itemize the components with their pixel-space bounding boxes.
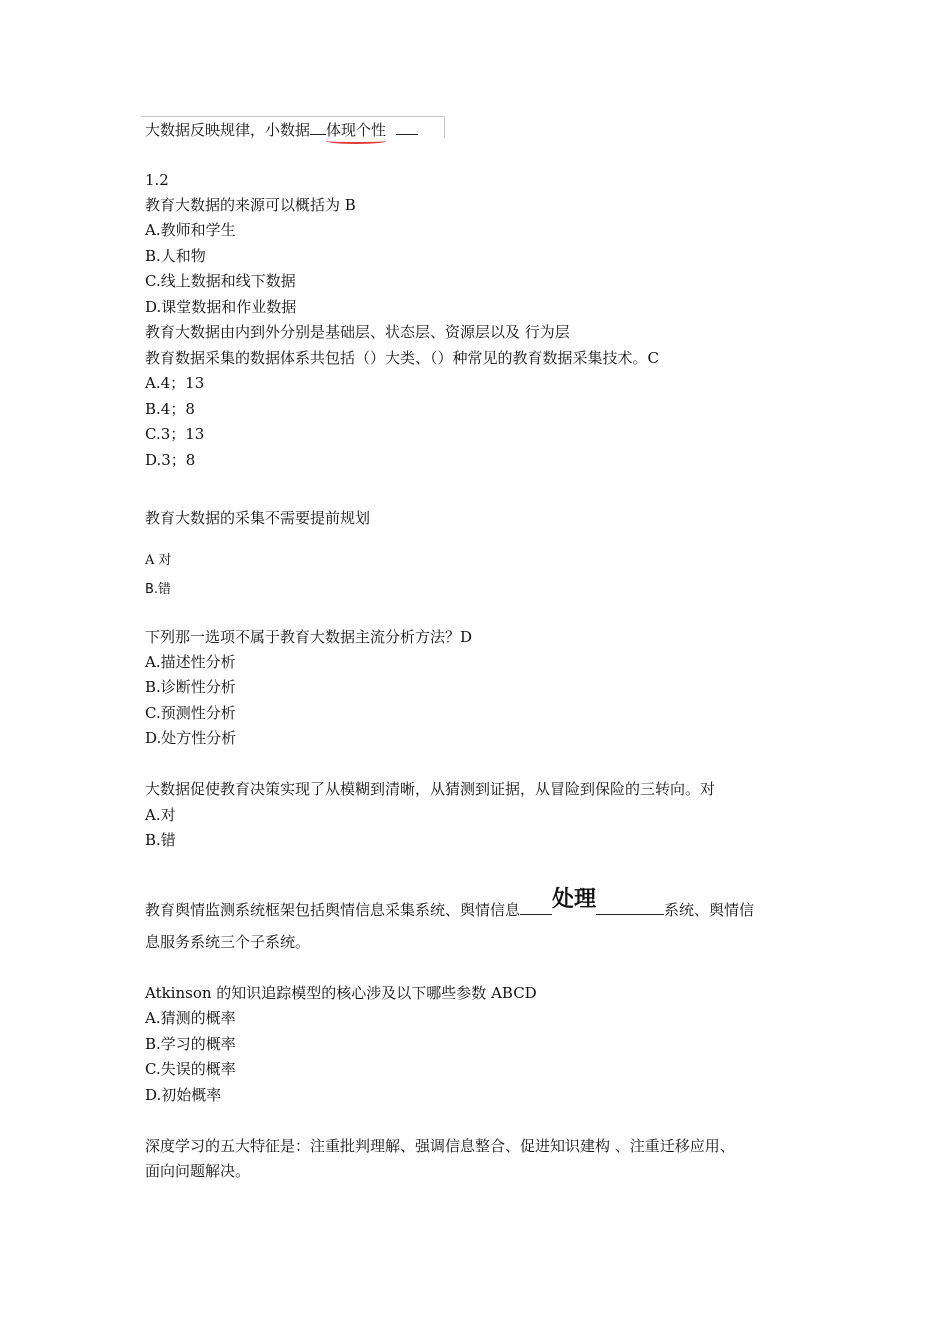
question-decision: 大数据促使教育决策实现了从模糊到清晰，从猜测到证据，从冒险到保险的三转向。对	[145, 780, 716, 798]
option-b: B.4；8	[145, 400, 195, 418]
blank-underline	[396, 118, 418, 135]
option-b: B.错	[145, 582, 172, 597]
blank-underline	[310, 118, 326, 135]
option-a: A.4；13	[145, 374, 205, 392]
option-c: C.预测性分析	[145, 704, 236, 722]
option-b: B.错	[145, 831, 176, 849]
question-plan: 教育大数据的采集不需要提前规划	[145, 509, 371, 527]
question-opinion-cont: 息服务系统三个子系统。	[145, 933, 311, 951]
question-deep-learning-cont: 面向问题解决。	[145, 1162, 251, 1180]
question-atkinson: Atkinson 的知识追踪模型的核心涉及以下哪些参数 ABCD	[145, 984, 537, 1002]
line-text: 系统、舆情信	[664, 901, 755, 919]
option-c: C.3；13	[145, 425, 205, 443]
question-layers: 教育大数据由内到外分别是基础层、状态层、资源层以及 行为层	[145, 323, 570, 341]
line-big-small-data	[145, 118, 418, 140]
blank-underline	[520, 898, 552, 915]
question-deep-learning: 深度学习的五大特征是：注重批判理解、强调信息整合、促进知识建构 、注重迁移应用、	[145, 1137, 735, 1155]
question-method: 下列那一选项不属于教育大数据主流分析方法？D	[145, 628, 473, 646]
question-opinion	[145, 887, 755, 920]
option-a: A.描述性分析	[145, 653, 236, 671]
question-source: 教育大数据的来源可以概括为 B	[145, 196, 356, 214]
option-c: C.线上数据和线下数据	[145, 272, 296, 290]
option-b: B.学习的概率	[145, 1035, 236, 1053]
line-text: 教育舆情监测系统框架包括舆情信息采集系统、舆情信息	[145, 901, 521, 919]
fill-answer	[326, 120, 386, 140]
blank-underline	[596, 898, 664, 915]
option-a: A 对	[145, 553, 172, 568]
option-d: D.初始概率	[145, 1086, 222, 1104]
question-collect: 教育数据采集的数据体系共包括（）大类、（）种常见的教育数据采集技术。C	[145, 349, 659, 367]
option-c: C.失误的概率	[145, 1060, 236, 1078]
option-d: D.处方性分析	[145, 729, 237, 747]
option-b: B.诊断性分析	[145, 678, 236, 696]
option-a: A.教师和学生	[145, 221, 236, 239]
option-a: A.对	[145, 806, 176, 824]
option-d: D.课堂数据和作业数据	[145, 298, 297, 316]
spellcheck-underline	[326, 138, 386, 144]
fill-answer-text: 体现个性	[326, 121, 387, 139]
fill-answer: 处理	[552, 887, 597, 912]
option-a: A.猜测的概率	[145, 1009, 236, 1027]
option-b: B.人和物	[145, 247, 206, 265]
section-number: 1.2	[145, 171, 169, 189]
option-d: D.3；8	[145, 451, 196, 469]
line-text: 大数据反映规律，小数据	[145, 121, 311, 139]
